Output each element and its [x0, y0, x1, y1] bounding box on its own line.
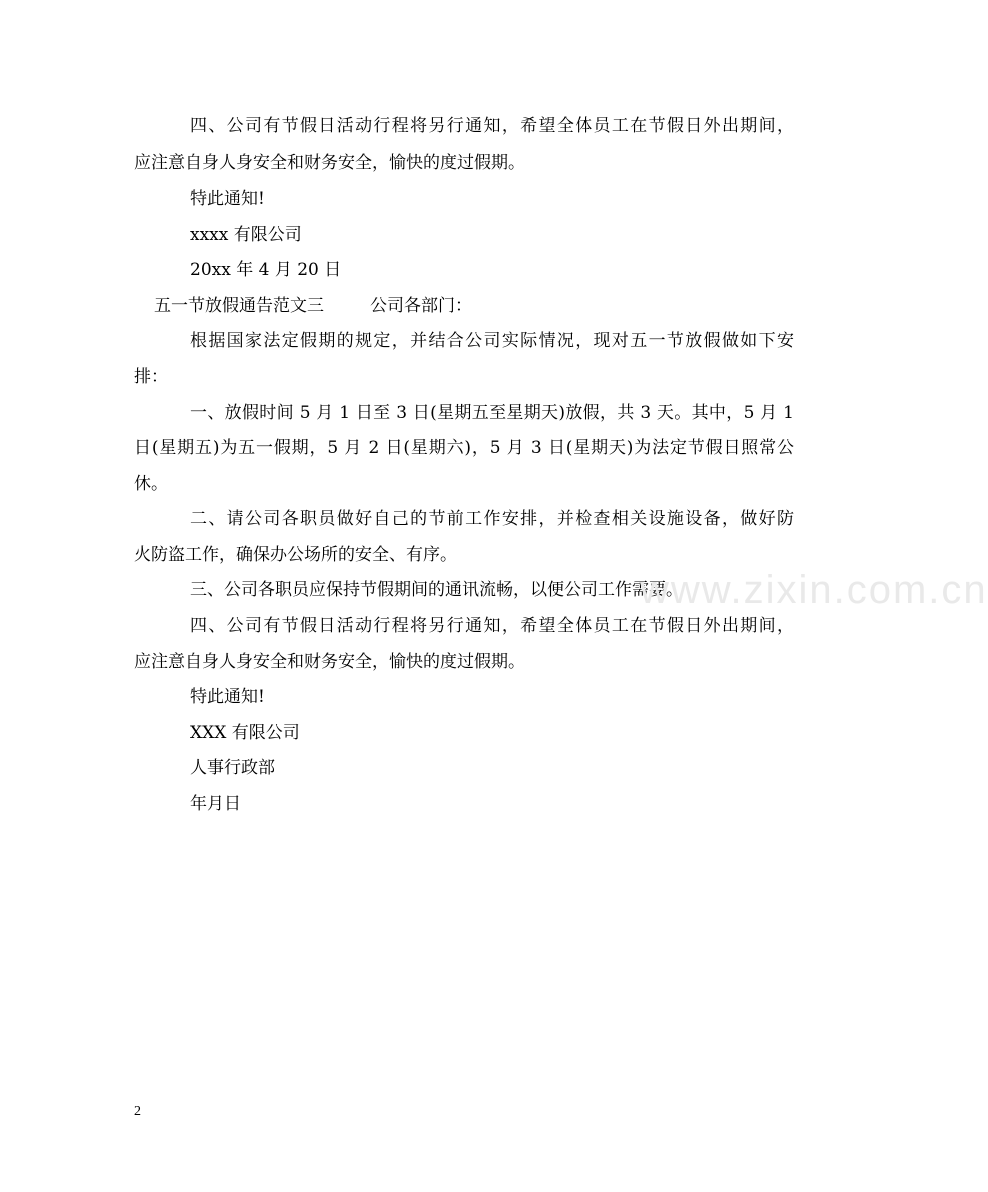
section1-notice: 特此通知! [190, 189, 265, 209]
section1-company: xxxx 有限公司 [190, 225, 302, 245]
section1-paragraph4-line1: 四、公司有节假日活动行程将另行通知，希望全体员工在节假日外出期间， [190, 116, 794, 136]
section1-date: 20xx 年 4 月 20 日 [190, 260, 342, 280]
date-line: 年月日 [190, 794, 241, 814]
paragraph3-line2: 火防盗工作，确保办公场所的安全、有序。 [134, 545, 457, 565]
paragraph1-line2: 排： [134, 367, 168, 387]
paragraph1-line1: 根据国家法定假期的规定，并结合公司实际情况，现对五一节放假做如下安 [190, 331, 794, 351]
company-name: XXX 有限公司 [190, 723, 300, 743]
paragraph2-line3: 休。 [134, 474, 168, 494]
section2-heading: 五一节放假通告范文三 [154, 296, 324, 316]
paragraph2-line1: 一、放假时间 5 月 1 日至 3 日(星期五至星期天)放假，共 3 天。其中，5 月 1 [190, 403, 794, 423]
watermark: www.zixin.com.cn [640, 568, 988, 612]
section2-salutation: 公司各部门： [370, 296, 472, 316]
paragraph5-line1: 四、公司有节假日活动行程将另行通知，希望全体员工在节假日外出期间， [190, 616, 794, 636]
notice-line: 特此通知! [190, 687, 265, 707]
page-number: 2 [134, 1104, 141, 1119]
paragraph2-line2: 日(星期五)为五一假期，5 月 2 日(星期六)，5 月 3 日(星期天)为法定节假日照常公 [134, 438, 794, 458]
paragraph4-line1: 三、公司各职员应保持节假期间的通讯流畅，以便公司工作需要。 [190, 580, 683, 600]
paragraph3-line1: 二、请公司各职员做好自己的节前工作安排，并检查相关设施设备，做好防 [190, 509, 794, 529]
section1-paragraph4-line2: 应注意自身人身安全和财务安全，愉快的度过假期。 [134, 153, 525, 173]
paragraph5-line2: 应注意自身人身安全和财务安全，愉快的度过假期。 [134, 652, 525, 672]
department-name: 人事行政部 [190, 758, 275, 778]
